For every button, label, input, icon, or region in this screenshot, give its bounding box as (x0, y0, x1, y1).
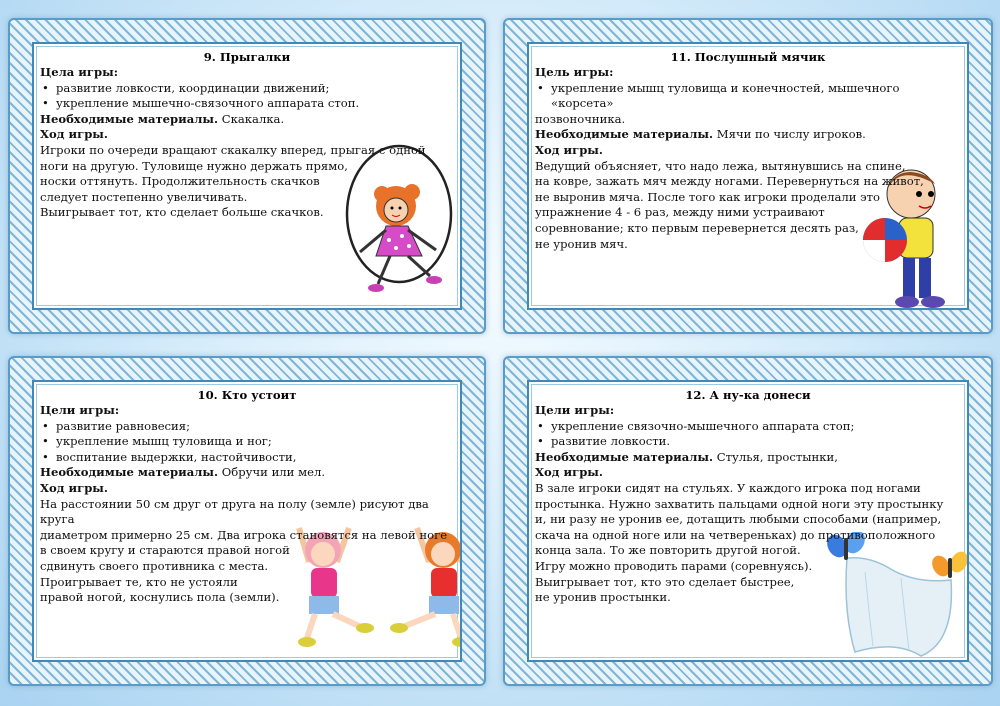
game-card-who-stands (8, 356, 486, 686)
goal-item: • укрепление мышц туловища и ног; (40, 434, 454, 450)
course-line: на ковре, зажать мяч между ногами. Перевернуться на живот, (535, 174, 924, 189)
goal-label: Цели игры: (40, 403, 120, 417)
goal-item: • укрепление мышечно-связочного аппарата стоп. (40, 96, 454, 112)
course-label: Ход игры. (40, 127, 108, 142)
course-line: Проигрывает те, кто не устояли (40, 574, 238, 589)
course-label: Ход игры. (535, 142, 603, 157)
course-line: не выронив мяча. После того как игроки проделали это (535, 189, 881, 204)
card-title: 10. Кто устоит (197, 388, 297, 402)
course-line: упражнение 4 - 6 раз, между ними устраивают (535, 205, 825, 220)
course-label: Ход игры. (535, 465, 603, 480)
card-content (32, 42, 462, 310)
goal-item: • укрепление связочно-мышечного аппарата стоп; (535, 419, 961, 435)
course-line: Игру можно проводить парами (соревнуясь). (535, 558, 813, 573)
goal-label: Цель игры: (535, 65, 614, 79)
course-line: Выигрывает тот, кто это сделает быстрее, (535, 574, 795, 589)
card-title: 12. А ну-ка донеси (685, 388, 811, 402)
course-line: сдвинуть своего противника с места. (40, 558, 269, 573)
goal-item: • развитие ловкости. (535, 434, 961, 450)
card-content (527, 380, 969, 662)
course-line: Ведущий объясняет, что надо лежа, вытянувшись на спине, (535, 158, 906, 173)
game-card-jumping-rope (8, 18, 486, 334)
course-line: В зале игроки сидят на стульях. У каждого игрока под ногами (535, 480, 921, 495)
goal-label: Цела игры: (40, 65, 119, 79)
course-line: простынка. Нужно захватить пальцами одной ноги эту простынку (535, 496, 944, 511)
course-line: скача на одной ноге или на четвереньках) до противоположного (535, 527, 936, 542)
card-title: 11. Послушный мячик (670, 50, 826, 64)
goal-item: • развитие равновесия; (40, 419, 454, 435)
course-line: На расстоянии 50 см друг от друга на полу (земле) рисуют два круга (40, 496, 429, 527)
materials-line (40, 112, 454, 128)
goal-label: Цели игры: (535, 403, 615, 417)
materials-value: Скакалка. (218, 111, 285, 126)
goal-item: • воспитание выдержки, настойчивости, (40, 450, 454, 466)
game-card-carry-it (503, 356, 993, 686)
materials-label: Необходимые материалы. (40, 465, 219, 480)
course-line: в своем кругу и стараются правой ногой (40, 543, 290, 558)
course-line: диаметром примерно 25 см. Два игрока становятся на левой ноге (40, 527, 448, 542)
materials-value: Мячи по числу игроков. (713, 127, 866, 142)
course-line: не уронив простынки. (535, 590, 671, 605)
materials-value: Обручи или мел. (218, 465, 326, 480)
materials-line (40, 465, 454, 481)
course-line: носки оттянуть. Продолжительность скачков (40, 174, 320, 189)
card-content (32, 380, 462, 662)
materials-value: Стулья, простынки, (713, 449, 838, 464)
course-line: и, ни разу не уронив ее, дотащить любыми способами (например, (535, 512, 942, 527)
goal-item: • укрепление мышц туловища и конечностей, мышечного «корсета» (535, 81, 961, 112)
goal-item-continued: позвоночника. (535, 111, 626, 126)
course-label: Ход игры. (40, 480, 108, 495)
materials-label: Необходимые материалы. (40, 111, 219, 126)
course-line: Игроки по очереди вращают скакалку вперед, прыгая с одной (40, 142, 426, 157)
course-line: не уронив мяч. (535, 236, 628, 251)
course-line: соревнование; кто первым перевернется десять раз, (535, 220, 859, 235)
materials-label: Необходимые материалы. (535, 127, 714, 142)
card-title: 9. Прыгалки (203, 50, 291, 64)
materials-line (535, 127, 961, 143)
course-line: конца зала. То же повторить другой ногой. (535, 543, 801, 558)
course-line: правой ногой, коснулись пола (земли). (40, 590, 280, 605)
materials-line (535, 450, 961, 466)
game-card-obedient-ball (503, 18, 993, 334)
goal-item: • развитие ловкости, координации движений; (40, 81, 454, 97)
card-content (527, 42, 969, 310)
materials-label: Необходимые материалы. (535, 449, 714, 464)
course-line: ноги на другую. Туловище нужно держать прямо, (40, 158, 348, 173)
course-line: следует постепенно увеличивать. (40, 189, 248, 204)
course-line: Выигрывает тот, кто сделает больше скачков. (40, 205, 324, 220)
